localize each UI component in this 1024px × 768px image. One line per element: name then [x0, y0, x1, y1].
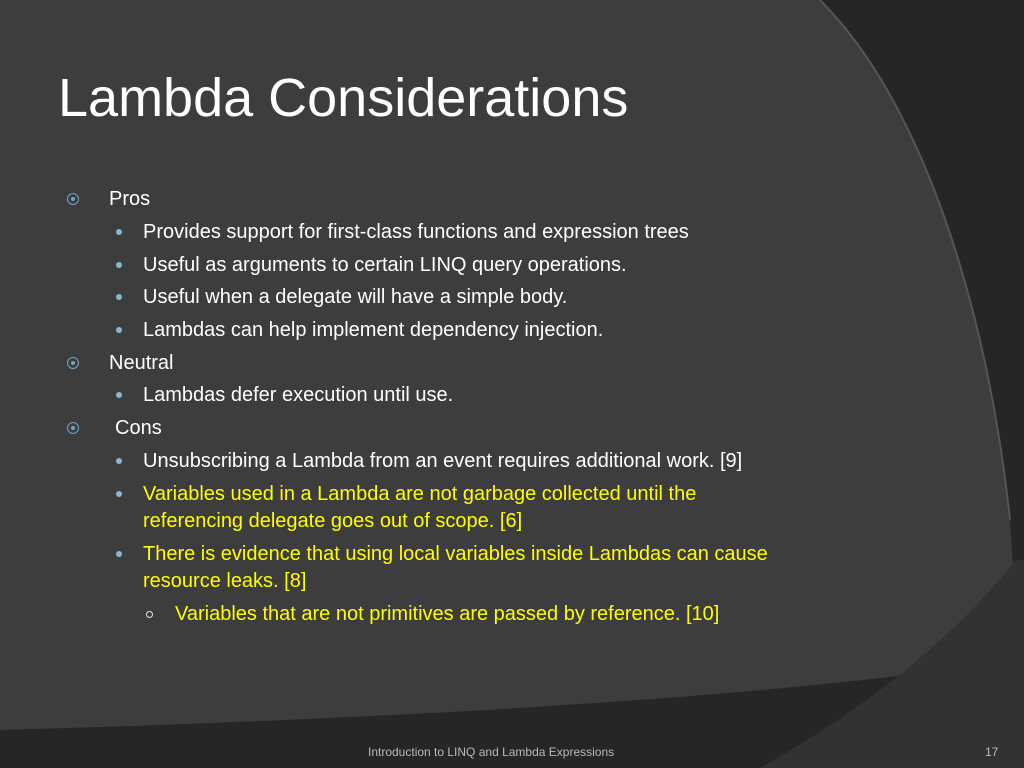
cons-item-3-line-1: There is evidence that using local variables inside Lambdas can cause	[143, 543, 768, 565]
dot-bullet-icon	[116, 294, 122, 300]
dot-bullet-icon	[116, 262, 122, 268]
slide-title: Lambda Considerations	[58, 68, 629, 128]
cons-item-2-line-2: referencing delegate goes out of scope. [6]	[143, 510, 523, 532]
circled-dot-bullet-icon	[67, 422, 79, 434]
section-heading-cons: Cons	[115, 417, 162, 439]
section-heading-neutral: Neutral	[109, 352, 174, 374]
pros-item-2: Useful as arguments to certain LINQ query operations.	[143, 254, 627, 276]
hollow-circle-bullet-icon	[146, 611, 153, 618]
neutral-item-1: Lambdas defer execution until use.	[143, 384, 454, 406]
slide-footer: Introduction to LINQ and Lambda Expressions	[368, 745, 615, 759]
dot-bullet-icon	[116, 491, 122, 497]
dot-bullet-icon	[116, 551, 122, 557]
circled-dot-bullet-icon	[67, 357, 79, 369]
cons-item-1: Unsubscribing a Lambda from an event requires additional work. [9]	[143, 450, 743, 472]
dot-bullet-icon	[116, 229, 122, 235]
dot-bullet-icon	[116, 458, 122, 464]
cons-item-3-line-2: resource leaks. [8]	[143, 570, 307, 592]
cons-item-3-subitem-1: Variables that are not primitives are passed by reference. [10]	[175, 603, 720, 625]
pros-item-3: Useful when a delegate will have a simple body.	[143, 286, 568, 308]
section-heading-pros: Pros	[109, 188, 151, 210]
dot-bullet-icon	[116, 327, 122, 333]
pros-item-1: Provides support for first-class functions and expression trees	[143, 221, 689, 243]
circled-dot-bullet-icon	[67, 193, 79, 205]
slide-number: 17	[985, 745, 999, 759]
pros-item-4: Lambdas can help implement dependency injection.	[143, 319, 604, 341]
cons-item-2-line-1: Variables used in a Lambda are not garbage collected until the	[143, 483, 697, 505]
dot-bullet-icon	[116, 392, 122, 398]
